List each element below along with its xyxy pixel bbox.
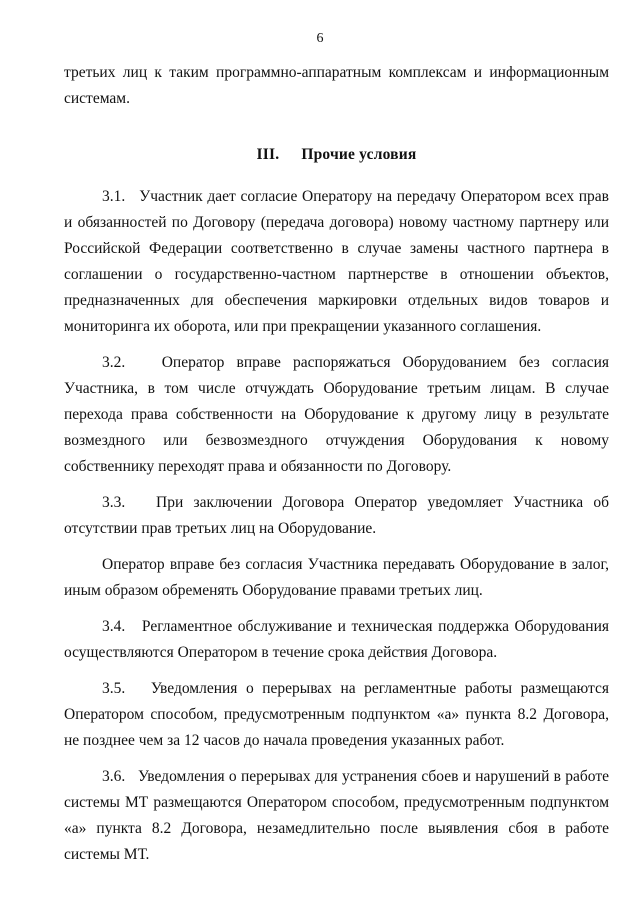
intro-text: третьих лиц к таким программно-аппаратным комплексам и информационным системам. (64, 64, 609, 107)
paragraph-3-4: 3.4. Регламентное обслуживание и техническая поддержка Оборудования осуществляются Оператором в течение срока действия Договора. (64, 618, 613, 661)
paragraph-3-1: 3.1. Участник дает согласие Оператору на передачу Оператором всех прав и обязанностей по Договору (передача договора) новому частному партнеру или Российской Федерации соответственно в случае замены частного партнера в соглашении о государственно-частном партнерстве в отношении объектов, предназначенных для обеспечения маркировки отдельных видов товаров и мониторинга их оборота, или при прекращении указанного соглашения. (64, 188, 613, 335)
section-title: Прочие условия (301, 146, 417, 163)
section-number: III. (256, 146, 280, 163)
section-heading (64, 146, 609, 164)
paragraph-3-2: 3.2. Оператор вправе распоряжаться Оборудованием без согласия Участника, в том числе отчуждать Оборудование третьим лицам. В случае перехода права собственности на Оборудование к другому лицу в результате возмездного или безвозмездного отчуждения Оборудования к новому собственнику переходят права и обязанности по Договору. (64, 354, 613, 475)
paragraph-3-5: 3.5. Уведомления о перерывах на регламентные работы размещаются Оператором способом, предусмотренным подпунктом «а» пункта 8.2 Договора, не позднее чем за 12 часов до начала проведения указанных работ. (64, 680, 613, 749)
paragraph-3-3-continued: Оператор вправе без согласия Участника передавать Оборудование в залог, иным образом обременять Оборудование правами третьих лиц. (64, 556, 609, 599)
paragraph-3-3: 3.3. При заключении Договора Оператор уведомляет Участника об отсутствии прав третьих лиц на Оборудование. (64, 494, 613, 537)
document-body (64, 60, 613, 878)
page-number: 6 (316, 31, 324, 46)
paragraph-3-6: 3.6. Уведомления о перерывах для устранения сбоев и нарушений в работе системы МТ размещаются Оператором способом, предусмотренным подпунктом «а» пункта 8.2 Договора, незамедлительно после выявления сбоя в работе системы МТ. (64, 768, 613, 863)
